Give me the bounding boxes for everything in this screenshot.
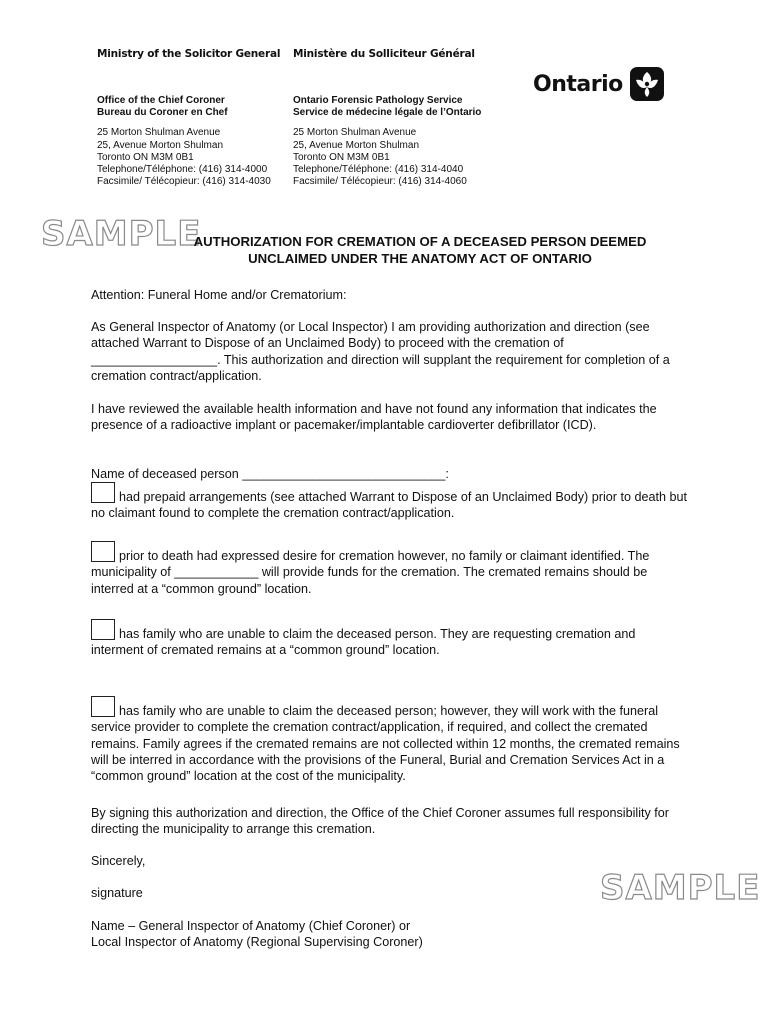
sample-watermark-bottom: SAMPLE (600, 868, 761, 908)
title-line-1: AUTHORIZATION FOR CREMATION OF A DECEASED PERSON DEEMED (193, 234, 647, 249)
office-name-fr: Service de médecine légale de l’Ontario (293, 107, 482, 119)
option-family-unable-text: has family who are unable to claim the deceased person. They are requesting cremation and interment of cremated remains at a “common ground” location. (91, 627, 636, 658)
address-line: Facsimile/ Télécopieur: (416) 314-4060 (293, 176, 467, 188)
logo-wordmark: Ontario (533, 71, 623, 97)
address-line: Telephone/Téléphone: (416) 314-4040 (293, 164, 464, 176)
document-title (100, 233, 740, 267)
sample-watermark-top: SAMPLE (41, 214, 202, 254)
signature-label: signature (91, 886, 143, 900)
option-prepaid (91, 482, 691, 522)
address-line: 25, Avenue Morton Shulman (97, 139, 224, 151)
ministry-name-en: Ministry of the Solicitor General (97, 48, 281, 60)
option-desire-cremation (91, 541, 691, 597)
address-line: Telephone/Téléphone: (416) 314-4000 (97, 164, 268, 176)
checkbox-desire-cremation[interactable] (91, 541, 115, 562)
option-prepaid-text: had prepaid arrangements (see attached Warrant to Dispose of an Unclaimed Body) prior to death but no claimant found to complete the cremation contract/application. (91, 490, 687, 521)
signatory-line-2: Local Inspector of Anatomy (Regional Supervising Coroner) (91, 935, 423, 950)
option-family-work-with-provider-text: has family who are unable to claim the deceased person; however, they will work with the funeral service provider to complete the cremation contract/application, if required, and collect the cremated remains. Family agrees if the cremated remains are not collected within 12 months, the cremated remains will be interred in accordance with the provisions of the Funeral, Burial and Cremation Services Act in a “common ground” location at the cost of the municipality. (91, 704, 680, 784)
health-info-paragraph: I have reviewed the available health information and have not found any information that indicates the presence of a radioactive implant or pacemaker/implantable cardioverter defibrillator (ICD). (91, 402, 657, 433)
responsibility-paragraph: By signing this authorization and direction, the Office of the Chief Coroner assumes full responsibility for directing the municipality to arrange this cremation. (91, 806, 669, 837)
address-line: 25 Morton Shulman Avenue (97, 127, 221, 139)
ministry-name-fr: Ministère du Solliciteur Général (293, 48, 475, 60)
closing-sincerely: Sincerely, (91, 854, 146, 868)
office-left (97, 95, 271, 188)
address-line: Toronto ON M3M 0B1 (97, 151, 194, 163)
signatory-name-block (91, 918, 691, 951)
deceased-name-line: Name of deceased person _____________________________: (91, 467, 449, 481)
checkbox-family-unable[interactable] (91, 619, 115, 640)
office-name-fr: Bureau du Coroner en Chef (97, 107, 228, 119)
title-line-2: UNCLAIMED UNDER THE ANATOMY ACT OF ONTARIO (248, 251, 592, 266)
attention-line: Attention: Funeral Home and/or Crematorium: (91, 288, 347, 302)
office-name-en: Ontario Forensic Pathology Service (293, 95, 463, 106)
signatory-line-1: Name – General Inspector of Anatomy (Chief Coroner) or (91, 919, 411, 933)
address-line: Facsimile/ Télécopieur: (416) 314-4030 (97, 176, 271, 188)
trillium-icon (629, 66, 665, 102)
address-line: 25, Avenue Morton Shulman (293, 139, 420, 151)
checkbox-prepaid[interactable] (91, 482, 115, 503)
option-family-work-with-provider (91, 696, 691, 784)
office-right (293, 95, 481, 188)
ontario-logo (533, 66, 665, 102)
address-line: Toronto ON M3M 0B1 (293, 151, 390, 163)
checkbox-family-work-with-provider[interactable] (91, 696, 115, 717)
option-family-unable (91, 619, 691, 659)
office-name-en: Office of the Chief Coroner (97, 95, 225, 106)
address-line: 25 Morton Shulman Avenue (293, 127, 417, 139)
option-desire-cremation-text: prior to death had expressed desire for cremation however, no family or claimant identified. The municipality of ____________ will provide funds for the cremation. The cremated remains should be interred at a “common ground” location. (91, 549, 650, 596)
authorization-paragraph: As General Inspector of Anatomy (or Local Inspector) I am providing authorization and direction (see attached Warrant to Dispose of an Unclaimed Body) to proceed with the cremation of __________________. This authorization and direction will supplant the requirement for completion of a cremation contract/application. (91, 320, 670, 383)
